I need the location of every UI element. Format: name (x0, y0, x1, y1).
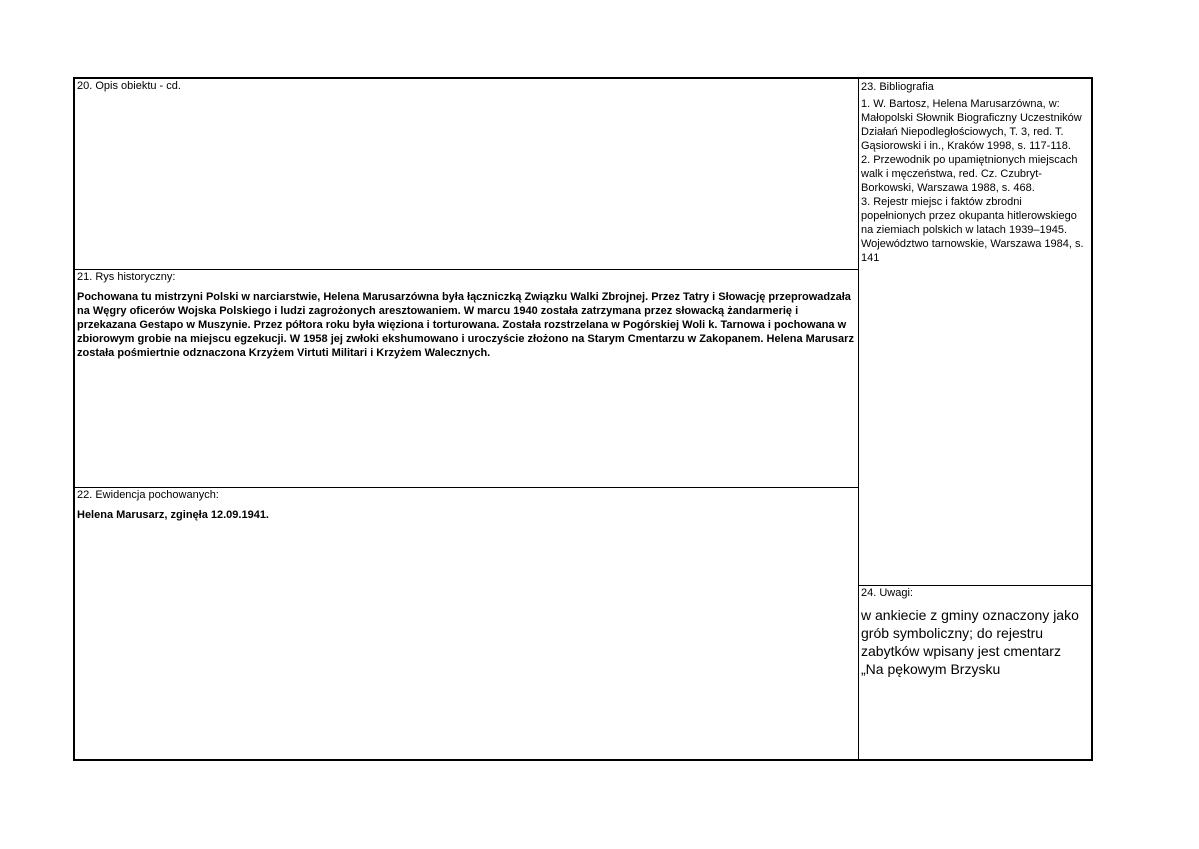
bibliography-list (859, 97, 1091, 265)
bibliography-entry: 1. W. Bartosz, Helena Marusarzówna, w: Małopolski Słownik Biograficzny Uczestników Działań Niepodległościowych, T. 3, red. T. Gąsiorowski i in., Kraków 1998, s. 117-118. (861, 98, 1082, 152)
bibliography-entry: 3. Rejestr miejsc i faktów zbrodni popełnionych przez okupanta hitlerowskiego na ziemiach polskich w latach 1939–1945. Województwo tarnowskie, Warszawa 1984, s. 141 (861, 196, 1084, 264)
form-frame (73, 77, 1093, 761)
section-bibliography (859, 79, 1091, 586)
section-burial-register-label: 22. Ewidencja pochowanych: (77, 489, 219, 501)
historical-outline-text: Pochowana tu mistrzyni Polski w narciarstwie, Helena Marusarzówna była łączniczką Związku Walki Zbrojnej. Przez Tatry i Słowację przeprowadzała na Węgry oficerów Wojska Polskiego i ludzi zagrożonych aresztowaniem. W marcu 1940 została zatrzymana przez słowacką żandarmerię i przekazana Gestapo w Muszynie. Przez półtora roku była więziona i torturowana. Została rozstrzelana w Pogórskiej Woli k. Tarnowa i pochowana w zbiorowym grobie na miejscu egzekucji. W 1958 jej zwłoki ekshumowano i uroczyście złożono na Starym Cmentarzu w Zakopanem. Helena Marusarz została pośmiertnie odznaczona Krzyżem Virtuti Militari i Krzyżem Walecznych. (77, 291, 854, 359)
section-bibliography-label: 23. Bibliografia (861, 81, 934, 93)
section-object-description (75, 79, 859, 270)
section-remarks-label: 24. Uwagi: (861, 587, 913, 599)
section-remarks (859, 586, 1091, 759)
remarks-text: w ankiecie z gminy oznaczony jako grób symboliczny; do rejestru zabytków wpisany jest cmentarz „Na pękowym Brzysku (861, 607, 1079, 677)
bibliography-entry: 2. Przewodnik po upamiętnionych miejscach walk i męczeństwa, red. Cz. Czubryt-Borkowski, Warszawa 1988, s. 468. (861, 154, 1078, 194)
section-burial-register (75, 488, 859, 759)
section-historical-outline-label: 21. Rys historyczny: (77, 271, 176, 283)
burial-register-text: Helena Marusarz, zginęła 12.09.1941. (77, 509, 269, 521)
section-historical-outline (75, 270, 859, 488)
section-object-description-label: 20. Opis obiektu - cd. (77, 80, 181, 92)
